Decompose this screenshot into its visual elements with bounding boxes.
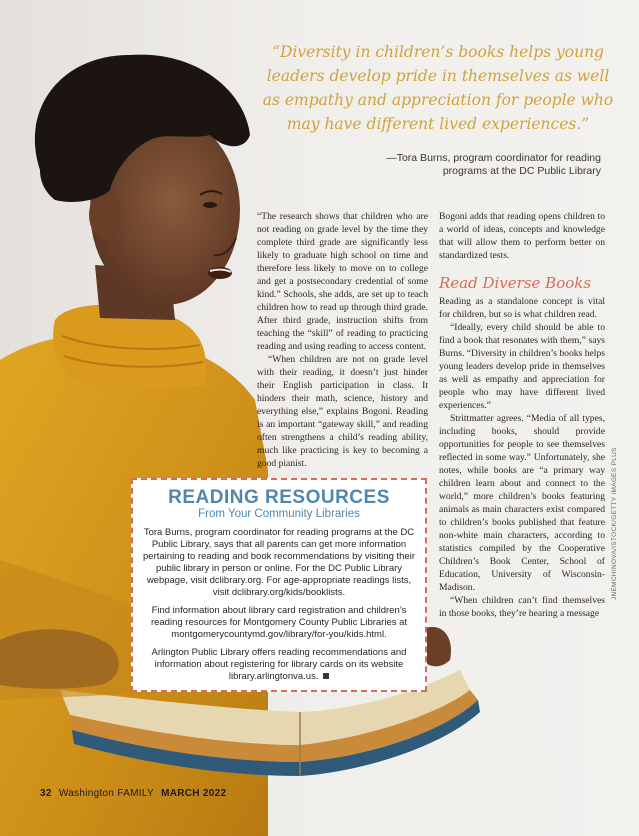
sidebar-paragraph: Tora Burns, program coordinator for reading programs at the DC Public Library, says that all parents can get more information pertaining to reading and book recommendations by visiting their public library in person or online. For the DC Public Library webpage, visit dclibrary.org. For age-appropriate readings lists, visit dclibrary.org/kids/booklists. — [143, 527, 415, 598]
article-column-2 — [439, 210, 605, 620]
pull-quote-attribution: —Tora Burns, program coordinator for reading programs at the DC Public Library — [386, 152, 601, 177]
pull-quote: “Diversity in children’s books helps young leaders develop pride in themselves as well as empathy and appreciation for people who may have different lived experiences.” — [262, 43, 614, 133]
article-paragraph: Bogoni adds that reading opens children to a world of ideas, concepts and knowledge that will allow them to perform better on standardized tests. — [439, 211, 605, 261]
article-paragraph: “Ideally, every child should be able to find a book that resonates with them,” says Burns. “Diversity in children’s books helps young leaders develop pride in themselves as well as empathy and appreciation for people who may have different lived experiences.” — [439, 322, 605, 411]
article-paragraph: “The research shows that children who are not reading on grade level by the time they complete third grade are significantly less likely to graduate high school on time and therefore less likely to move on to college and get a postsecondary credential of some kind.” Schools, she adds, are set up to teach children how to read up through third grade. After third grade, instruction shifts from teaching the “skill” of reading to practicing reading and using reading to access content. — [257, 211, 428, 352]
page-footer — [40, 788, 226, 799]
photo-credit: JNEMCHINOVA/ISTOCK/GETTY IMAGES PLUS — [611, 447, 618, 600]
sidebar-paragraph: Find information about library card registration and children’s reading resources for Montgomery County Public Libraries at montgomerycountymd.gov/library/for-you/kids.html. — [150, 605, 408, 640]
article-paragraph: “When children are not on grade level with their reading, it doesn’t just hinder their English participation in class. It hinders their math, science, history and everything else,” explains Bogoni. Reading is an important “gateway skill,” and reading often strengthens a child’s reading ability, much like practicing is key to becoming a good pianist. — [257, 354, 428, 469]
page-number: 32 — [40, 788, 52, 799]
sidebar-paragraph-text: Arlington Public Library offers reading recommendations and information about registering for library cards on its website library.arlingtonva.us. — [151, 647, 407, 682]
reading-resources-sidebar — [131, 478, 427, 692]
article-paragraph: “When children can’t find themselves in those books, they’re hearing a message — [439, 595, 605, 619]
article-paragraph: Strittmatter agrees. “Media of all types, including books, should provide opportunities for people to see themselves reflected in some way.” Unfortunately, she notes, while books are “a primary way children learn about and connect to the world,” more children’s books featuring animals as main characters exist compared to children’s books published that feature non-white main characters, according to statistics compiled by the Cooperative Children’s Book Center, School of Education, University of Wisconsin-Madison. — [439, 413, 605, 593]
sidebar-title: READING RESOURCES — [168, 487, 390, 508]
issue-date: MARCH 2022 — [161, 788, 227, 799]
section-subhead: Read Diverse Books — [439, 274, 592, 292]
magazine-name: Washington FAMILY — [58, 788, 154, 799]
end-mark-icon — [323, 673, 329, 679]
article-paragraph: Reading as a standalone concept is vital for children, but so is what children read. — [439, 296, 605, 320]
sidebar-subtitle: From Your Community Libraries — [198, 508, 360, 520]
sidebar-paragraph — [142, 647, 416, 683]
article-column-1 — [257, 210, 428, 470]
